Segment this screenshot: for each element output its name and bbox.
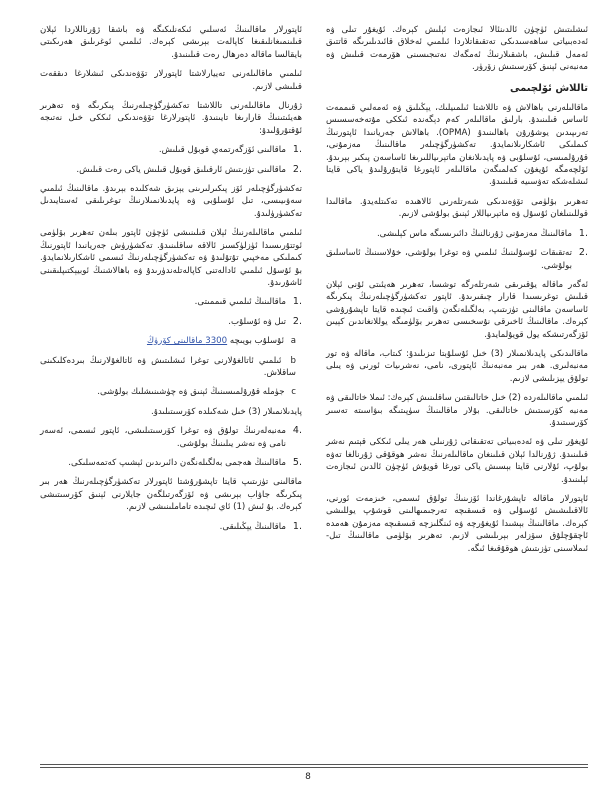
sub-item — [40, 386, 302, 398]
sub-item — [40, 355, 302, 380]
paragraph: ئۇيغۇر تىلى ۋە ئەدەبىياتى تەتقىقاتى ژۇرنىلى ھەر يىلى ئىككى قېتىم نەشر قىلىنىدۇ. ژۇرنالدا ئېلان قىلىنغان ماقالىلەرنىڭ نەشر ھوقۇقى ژۇرنالغا تەۋە بولۇپ، ئۇلارنى قايتا بېسىش ياكى تورغا قويۇش ئۈچۈن ئالدىن ئىجازەت ئېلىنىدۇ. — [326, 437, 588, 485]
paragraph: ئاپتورلار ماقالىنىڭ ئەسلىي ئىكەنلىكىگە ۋە باشقا ژۇرناللاردا ئېلان قىلىنمىغانلىقىغا كاپالەت بېرىشى كېرەك. ئىلمىي ئوغرىلىق ھەرىكىتى بايقالسا ماقالە دەرھال رەت قىلىنىدۇ. — [40, 25, 302, 60]
paragraph: ماقالىلەرنى باھالاش ۋە تاللاشتا ئىلمىيلىك، يېڭىلىق ۋە ئەمەلىي قىممەت ئاساس قىلىنىدۇ. بارلىق ماقالىلەر كەم دېگەندە ئىككى مۇتەخەسسىس تەرىپىدىن يوشۇرۇن باھالىنىدۇ (OPMA). باھالاش جەريانىدا ئاپتورنىڭ كىملىكى ئاشكارىلانمايدۇ. تەكشۈرگۈچىلەر ماقالىنىڭ مەزمۇنى، قۇرۇلمىسى، ئۇسلۇبى ۋە پايدىلانغان ماتېرىياللىرىغا ئاساسەن پىكىر بېرىدۇ. ئۆلچەمگە ئۇيغۇن كەلمىگەن ماقالىلەر ئاپتورغا قايتۇرۇلىدۇ ياكى قايتا ئىشلەشكە تەۋسىيە قىلىنىدۇ. — [326, 103, 588, 188]
paragraph: پايدىلانمىلار (3) خىل شەكىلدە كۆرسىتىلىدۇ. — [150, 406, 302, 417]
list-item — [40, 296, 302, 308]
list-number: .5 — [292, 456, 302, 468]
list-number: .1 — [578, 227, 588, 239]
paragraph: ژۇرنال ماقالىلەرنى تاللاشتا تەكشۈرگۈچىلەرنىڭ پىكرىگە ۋە تەھرىر ھەيئىتىنىڭ قارارىغا تايىنىدۇ. ئاپتورلارغا تۆۋەندىكى ئىككى خىل نەتىجە ئۇقتۇرۇلىدۇ: — [40, 101, 302, 136]
paragraph: تەكشۈرگۈچىلەر ئۆز پىكىرلىرىنى يېزىق شەكلىدە بېرىدۇ. ماقالىنىڭ ئىلمىي سەۋىيىسى، تىل ئۇسلۇبى ۋە پايدىلانمىلارنىڭ توغرىلىقى ئەستايىدىل تەكشۈرۈلىدۇ. — [40, 184, 302, 219]
paragraph: ئىلمىي ماقالىلەرنى تەييارلاشتا ئاپتورلار تۆۋەندىكى ئىشلارغا دىققەت قىلىشى لازىم. — [40, 69, 302, 92]
paragraph: تەھرىر بۆلۈمى تۆۋەندىكى شەرتلەرنى ئالاھىدە تەكىتلەيدۇ. ماقالىدا قوللىنىلغان ئۇسۇل ۋە ماتېرىياللار ئېنىق بولۇشى لازىم. — [326, 196, 588, 220]
footer-rule — [40, 764, 588, 765]
list-item — [40, 316, 302, 328]
list-item — [40, 521, 302, 533]
list-number: .2 — [292, 163, 302, 175]
list-number: .4 — [292, 425, 302, 437]
paragraph: ئىلمىي ماقالىلەرنىڭ ئېلان قىلىنىشى ئۈچۈن ئاپتور بىلەن تەھرىر بۆلۈمى ئوتتۇرىسىدا ئۈزلۈكسىز ئالاقە ساقلىنىدۇ. تەكشۈرۈش جەريانىدا ئاپتورنىڭ كىملىكى مەخپىي تۇتۇلىدۇ ۋە تەكشۈرگۈچىلەرنىڭ ئىسمى ئاشكارىلانمايدۇ. بۇ ئۇسۇل ئىلمىي ئادالەتنى كاپالەتلەندۈرىدۇ ۋە باھالاشنىڭ ئوبيېكتىپلىقىنى ئاشۇرىدۇ. — [40, 228, 302, 288]
paragraph: ئەگەر ماقالە يۇقىرىقى شەرتلەرگە توشسا، تەھرىر ھەيئىتى ئۇنى ئېلان قىلىش توغرىسىدا قارار چىقىرىدۇ. ئاپتور تەكشۈرگۈچىلەرنىڭ پىكرىگە ئاساسەن ماقالىنى تۈزىتىپ، بەلگىلەنگەن ۋاقىت ئىچىدە قايتا تاپشۇرۇشى كېرەك. ماقالىنىڭ ئاخىرقى نۇسخىسى تەھرىر بۆلۈمىگە يوللانغاندىن كېيىن ئۆزگەرتىشكە يول قويۇلمايدۇ. — [326, 279, 588, 340]
list-item — [40, 164, 302, 176]
sub-item-text: ئۇسلۇب بويىچە — [229, 336, 284, 347]
paragraph: ماقالىنى تۈزىتىپ قايتا تاپشۇرۇشتا ئاپتورلار تەكشۈرگۈچىلەرنىڭ ھەر بىر پىكرىگە جاۋاب بېرىشى ۋە ئۆزگەرتىلگەن جايلارنى ئېنىق كۆرسىتىشى كېرەك. بۇ ئىش (1) ئاي ئىچىدە تاماملىنىشى لازىم. — [40, 477, 302, 513]
page-number: 8 — [305, 772, 311, 782]
list-item — [40, 457, 302, 469]
left-column — [40, 24, 302, 540]
paragraph: ئىلمىي ماقالىلەردە (2) خىل خاتالىقتىن ساقلىنىش كېرەك: ئىملا خاتالىقى ۋە مەنبە كۆرسىتىش خاتالىقى. بۇلار ماقالىنىڭ سۈپىتىگە بىۋاسىتە تەسىر كۆرسىتىدۇ. — [326, 393, 588, 428]
sub-item — [40, 335, 302, 347]
list-number: .2 — [292, 315, 302, 327]
list-item — [326, 228, 588, 240]
reference-link[interactable]: 3300 ماقالىنى كۆرۈڭ — [146, 336, 228, 347]
paragraph: ئاپتورلار ماقالە تاپشۇرغاندا ئۆزىنىڭ تولۇق ئىسمى، خىزمەت ئورنى، ئالاقىلىشىش ئۇسۇلى ۋە قىسقىچە تەرجىمىھالىنى قوشۇپ يوللىشى كېرەك. ماقالىنىڭ بېشىدا ئۇيغۇرچە ۋە ئىنگلىزچە قىسقىچە مەزمۇن ھەمدە ئاچقۇچلۇق سۆزلەر بېرىلىشى لازىم. تەھرىر بۆلۈمى ماقالىنىڭ تىل-ئىملاسىنى تۈزىتىش ھوقۇقىغا ئىگە. — [326, 494, 588, 554]
list-item-text: تىل ۋە ئۇسلۇب. — [228, 316, 286, 327]
list-item-text: ماقالىنىڭ مەزمۇنى ژۇرنالنىڭ دائىرىسىگە ماس كېلىشى. — [376, 228, 572, 239]
paragraph: ئىشلىتىش ئۈچۈن ئالدىنئالا ئىجازەت ئېلىش كېرەك. ئۇيغۇر تىلى ۋە ئەدەبىياتى ساھەسىدىكى تەتقىقاتلاردا ئىلمىي ئەخلاق قائىدىلىرىگە قاتتىق ئەمەل قىلىش، باشقىلارنىڭ ئەمگەك نەتىجىسىنى ھۆرمەت قىلىش ۋە مەنبەنى ئېنىق كۆرسىتىش زۆرۈر. — [326, 25, 588, 73]
sub-item-letter: b — [290, 355, 296, 366]
list-item-text: ماقالىنى ئۆزگەرتمەي قوبۇل قىلىش. — [158, 145, 286, 156]
list-number: .1 — [292, 144, 302, 156]
list-item-text: ماقالىنىڭ ھەجمى بەلگىلەنگەن دائىرىدىن ئېشىپ كەتمەسلىكى. — [68, 457, 286, 468]
list-item-text: تەتقىقات ئۇسۇلىنىڭ ئىلمىي ۋە توغرا بولۇشى، خۇلاسىنىڭ ئاساسلىق بولۇشى. — [326, 248, 572, 271]
list-item-text: مەنبەلەرنىڭ تولۇق ۋە توغرا كۆرسىتىلىشى، ئاپتور ئىسمى، ئەسەر نامى ۋە نەشر يىلىنىڭ بولۇشى. — [40, 426, 286, 449]
list-number: .1 — [292, 520, 302, 532]
sub-item-text: جۈملە قۇرۇلمىسىنىڭ ئېنىق ۋە چۈشىنىشلىك بولۇشى. — [97, 387, 285, 398]
paragraph: ماقالىدىكى پايدىلانمىلار (3) خىل ئۇسلۇبتا تىزىلىدۇ: كىتاب، ماقالە ۋە تور مەنبەلىرى. ھەر بىر مەنبەنىڭ ئاپتورى، نامى، نەشرىيات ئورنى ۋە يىلى تولۇق يېزىلىشى لازىم. — [326, 348, 588, 384]
list-number: .2 — [578, 247, 588, 259]
list-item-text: ماقالىنىڭ ئىلمىي قىممىتى. — [194, 297, 286, 308]
list-item — [326, 247, 588, 272]
sub-item-letter: a — [290, 336, 296, 347]
section-heading: تاللاش ئۆلچىمى — [509, 82, 588, 94]
list-item — [40, 144, 302, 156]
sub-item-letter: c — [291, 387, 296, 398]
list-item-text: ماقالىنىڭ يېڭىلىقى. — [219, 521, 286, 532]
list-item — [40, 425, 302, 450]
list-number: .1 — [292, 296, 302, 308]
right-column — [326, 24, 588, 562]
list-item-text: ماقالىنى تۈزىتىش ئارقىلىق قوبۇل قىلىش ياكى رەت قىلىش. — [76, 164, 286, 175]
sub-item-text: ئىلمىي ئاتالغۇلارنى توغرا ئىشلىتىش ۋە ئاتالغۇلارنىڭ بىردەكلىكىنى ساقلاش. — [40, 355, 296, 378]
footer-rule — [40, 767, 588, 768]
